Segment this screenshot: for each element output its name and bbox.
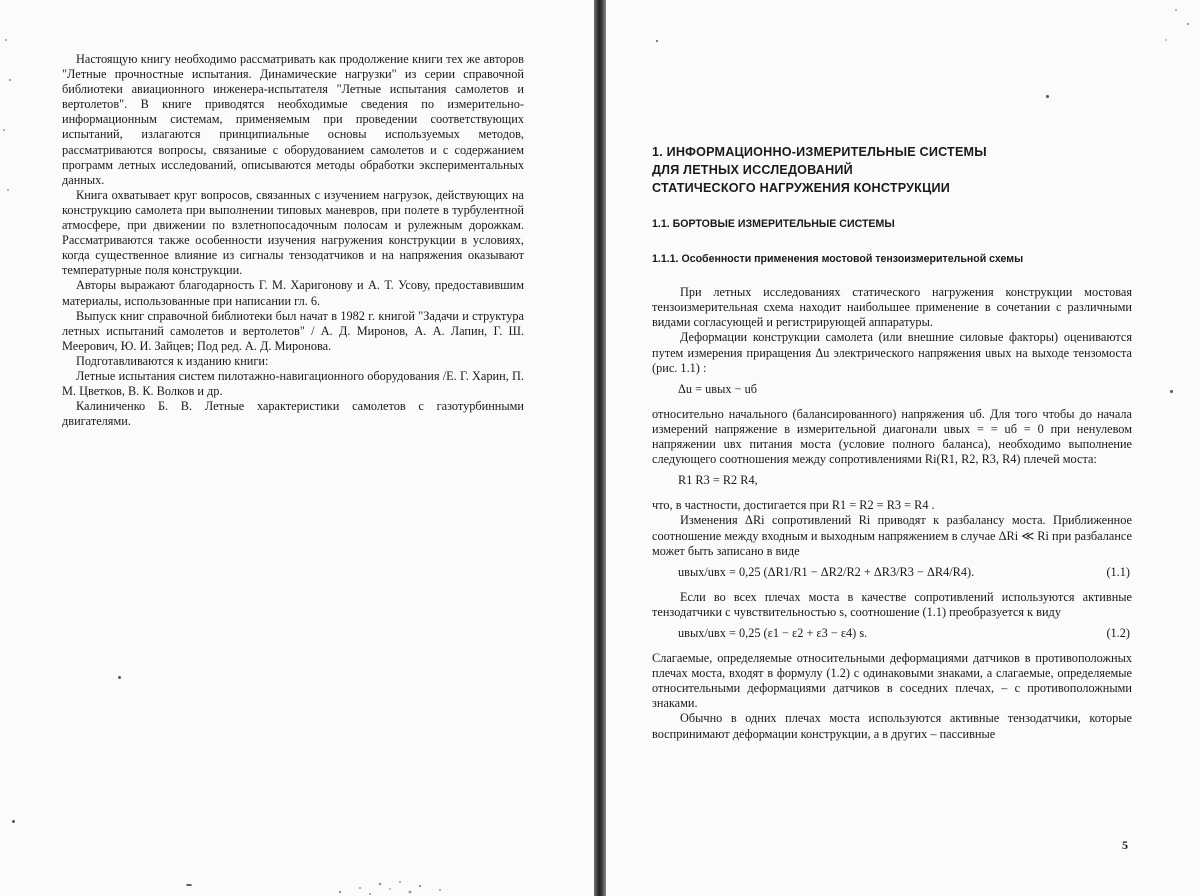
- paragraph: Выпуск книг справочной библиотеки был начат в 1982 г. книгой "Задачи и структура летных испытаний самолетов и вертолетов" / А. Д. Миронов, А. А. Лапин, Г. Ш. Меерович, Ю. И. Зайцев; Под ред. А. Д. Миронова.: [62, 308, 524, 353]
- equation-number: (1.2): [1106, 625, 1130, 640]
- equation-number: (1.1): [1106, 564, 1130, 579]
- subsection-title: 1.1.1. Особенности применения мостовой тензоизмерительной схемы: [652, 253, 1024, 266]
- paragraph: Если во всех плечах моста в качестве сопротивлений используются активные тензодатчики с чувствительностью s, соотношение (1.1) преобразуется к виду: [652, 589, 1132, 619]
- paragraph: Авторы выражают благодарность Г. М. Харигонову и А. Т. Усову, предоставившим материалы, использованные при написании гл. 6.: [62, 278, 524, 308]
- scan-speck: [12, 820, 15, 823]
- paragraph: Книга охватывает круг вопросов, связанных с изучением нагрузок, действующих на конструкцию самолета при выполнении типовых маневров, при полете в турбулентной атмосфере, при движении по взлетнопосадочным полосам и рулежным дорожкам. Рассматриваются также особенности изучения нагружения конструкции в условиях, когда существенное влияние из сигналы тензодатчиков и на напряжения оказывают температурные поля конструкции.: [62, 187, 524, 278]
- right-page: [606, 0, 1200, 896]
- scan-speck: [1046, 95, 1049, 98]
- paragraph: Подготавливаются к изданию книги:: [76, 353, 269, 368]
- scan-noise: [320, 858, 480, 896]
- scan-speck: [186, 884, 192, 886]
- section-title: 1.1. БОРТОВЫЕ ИЗМЕРИТЕЛЬНЫЕ СИСТЕМЫ: [652, 218, 895, 230]
- paragraph: Летные испытания систем пилотажно-навигационного оборудования /Е. Г. Харин, П. М. Цветков, В. К. Волков и др.: [62, 368, 524, 399]
- left-page-text: [62, 52, 524, 429]
- scan-speck: [1170, 390, 1173, 393]
- paragraph: Деформации конструкции самолета (или внешние силовые факторы) оцениваются путем измерения приращения Δu электрического напряжения uвых на выходе тензомоста (рис. 1.1) :: [652, 330, 1132, 375]
- scan-noise: [0, 0, 60, 220]
- paragraph: Настоящую книгу необходимо рассматривать как продолжение книги тех же авторов "Летные прочностные испытания. Динамические нагрузки" из серии справочной библиотеки авиационного инженера-испытателя "Летные испытания самолетов и вертолетов". В книге приводятся необходимые сведения по измерительно-информационным системам, применяемым при проведении соответствующих испытаний, излагаются принципиальные основы используемых методов, рассматриваются вопросы, связаниые с оборудованием самолетов и с содержанием программ летных исследований, описываются методы обработки экспериментальных данных.: [62, 52, 524, 187]
- book-spine-gutter: [594, 0, 606, 896]
- left-page: [0, 0, 594, 896]
- chapter-title: 1. ИНФОРМАЦИОННО-ИЗМЕРИТЕЛЬНЫЕ СИСТЕМЫ ДЛЯ ЛЕТНЫХ ИССЛЕДОВАНИЙ СТАТИЧЕСКОГО НАГРУЖЕНИЯ КОНСТРУКЦИИ: [652, 145, 987, 195]
- paragraph: При летных исследованиях статического нагружения конструкции мостовая тензоизмерительная схема находит наибольшее применение в сочетании с различными видами согласующей и регистрирующей аппаратуры.: [652, 285, 1132, 330]
- paragraph: что, в частности, достигается при R1 = R2 = R3 = R4 .: [652, 498, 935, 513]
- paragraph: Калиниченко Б. В. Летные характеристики самолетов с газотурбинными двигателями.: [62, 399, 524, 429]
- paragraph: Обычно в одних плечах моста используются активные тензодатчики, которые воспринимают деформации конструкции, а в других – пассивные: [652, 711, 1132, 741]
- page-number: 5: [1122, 838, 1128, 852]
- paragraph: относительно начального (балансированного) напряжения uб. Для того чтобы до начала измерений напряжение в измерительной диагонали uвых = = uб = 0 при ненулевом напряжении uвх питания моста (условие полного баланса), необходимо выполнение следующего соотношения между сопротивлениями Ri(R1, R2, R3, R4) плечей моста:: [652, 406, 1132, 467]
- equation: R1 R3 = R2 R4,: [678, 473, 758, 488]
- scan-noise: [1126, 0, 1200, 60]
- equation: uвых/uвх = 0,25 (ΔR1/R1 − ΔR2/R2 + ΔR3/R3 − ΔR4/R4). (1.1): [678, 564, 1130, 579]
- equation: uвых/uвх = 0,25 (ε1 − ε2 + ε3 − ε4) s. (1.2): [678, 625, 1130, 640]
- right-page-text: [652, 143, 1132, 742]
- equation: Δu = uвых − uб: [678, 381, 757, 396]
- paragraph: Слагаемые, определяемые относительными деформациями датчиков в противоположных плечах моста, входят в формулу (1.2) с одинаковыми знаками, а слагаемые, определяемые относительными деформациями датчиков в соседних плечах, – с противоположными знаками.: [652, 651, 1132, 711]
- paragraph: Изменения ΔRi сопротивлений Ri приводят к разбалансу моста. Приближенное соотношение между входным и выходным напряжением в случае ΔRi ≪ Ri при разбалансе может быть записано в виде: [652, 513, 1132, 558]
- scan-speck: [656, 40, 658, 42]
- scan-speck: [118, 676, 121, 679]
